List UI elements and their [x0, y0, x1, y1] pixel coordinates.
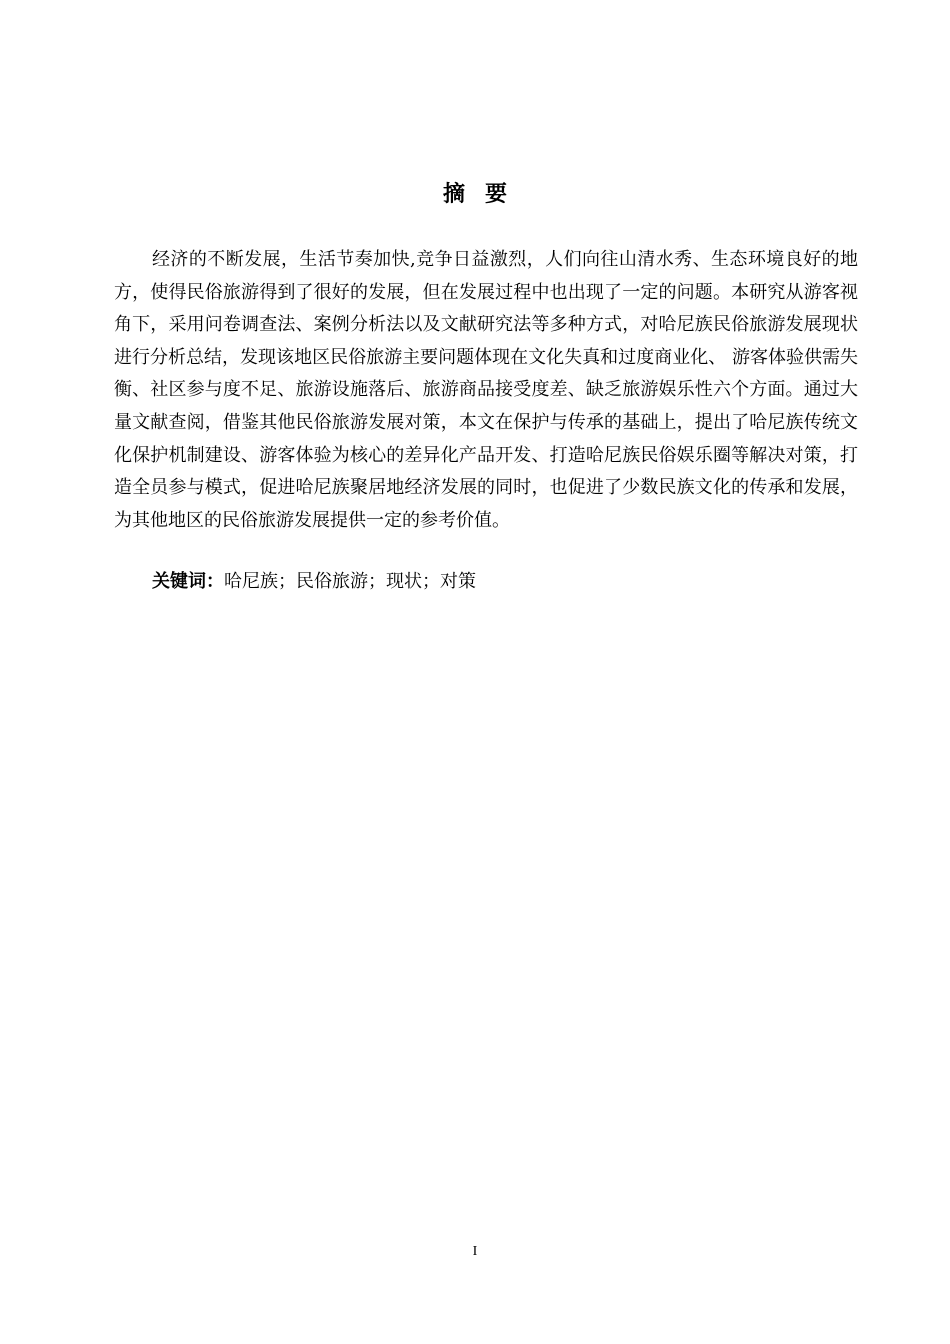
abstract-title: 摘要 — [442, 182, 527, 207]
page-number: I — [472, 1244, 478, 1259]
keywords-label: 关键词： — [152, 571, 224, 592]
keywords-list: 哈尼族；民俗旅游；现状；对策 — [224, 571, 476, 592]
abstract-body: 经济的不断发展，生活节奏加快,竞争日益激烈，人们向往山清水秀、生态环境良好的地方，使得民俗旅游得到了很好的发展，但在发展过程中也出现了一定的问题。本研究从游客视角下，采用问卷调查法、案例分析法以及文献研究法等多种方式，对哈尼族民俗旅游发展现状进行分析总结，发现该地区民俗旅游主要问题体现在文化失真和过度商业化、 游客体验供需失衡、社区参与度不足、旅游设施落后、旅游商品接受度差、缺乏旅游娱乐性六个方面。通过大量文献查阅，借鉴其他民俗旅游发展对策，本文在保护与传承的基础上，提出了哈尼族传统文化保护机制建设、游客体验为核心的差异化产品开发、打造哈尼族民俗娱乐圈等解决对策，打造全员参与模式，促进哈尼族聚居地经济发展的同时，也促进了少数民族文化的传承和发展，为其他地区的民俗旅游发展提供一定的参考价值。 — [114, 249, 858, 531]
keywords-line — [152, 566, 852, 598]
